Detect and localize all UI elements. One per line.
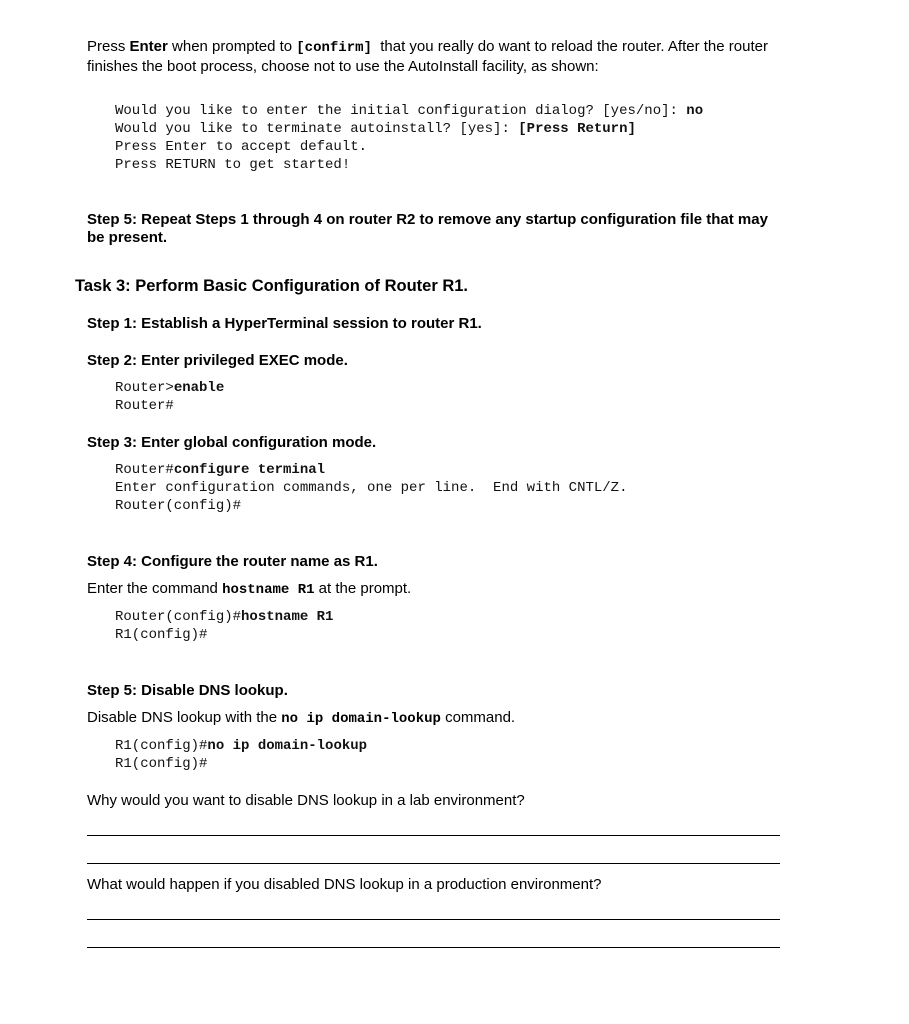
answer-line[interactable] xyxy=(87,947,780,948)
code: Router(config)# xyxy=(115,609,242,625)
answer-line[interactable] xyxy=(87,919,780,920)
code: Router> xyxy=(115,380,174,396)
code-line xyxy=(115,102,703,120)
code-line: Press Enter to accept default. xyxy=(115,139,368,155)
text: Enter the command xyxy=(87,580,223,597)
code-inline: no ip domain-lookup xyxy=(281,711,441,727)
text: command. xyxy=(440,709,516,726)
code: Would you like to enter the initial configuration dialog? [yes/no]: xyxy=(115,103,687,119)
step-heading: Step 2: Enter privileged EXEC mode. xyxy=(87,352,348,369)
code-line: R1(config)# xyxy=(115,627,208,643)
text: Disable DNS lookup with the xyxy=(87,709,282,726)
code-line: Router(config)# xyxy=(115,498,242,514)
code-line xyxy=(115,608,333,626)
code-line: Enter configuration commands, one per line. End with CNTL/Z. xyxy=(115,480,628,496)
step-heading: Step 5: Repeat Steps 1 through 4 on router R2 to remove any startup configuration file that may xyxy=(87,211,768,228)
text: at the prompt. xyxy=(314,580,412,597)
code-line: R1(config)# xyxy=(115,756,208,772)
code-inline: hostname R1 xyxy=(222,582,315,598)
text: that you really do want to reload the router. After the router xyxy=(371,38,768,55)
code-bold: no ip domain-lookup xyxy=(207,738,368,754)
step-text xyxy=(87,580,411,599)
code-line xyxy=(115,461,325,479)
code-line xyxy=(115,379,224,397)
question: What would happen if you disabled DNS lookup in a production environment? xyxy=(87,876,602,893)
step-heading: Step 3: Enter global configuration mode. xyxy=(87,434,377,451)
question: Why would you want to disable DNS lookup in a lab environment? xyxy=(87,792,525,809)
step-heading: Step 5: Disable DNS lookup. xyxy=(87,682,288,699)
step-heading: be present. xyxy=(87,229,168,246)
step-heading: Step 4: Configure the router name as R1. xyxy=(87,553,378,570)
code: Would you like to terminate autoinstall? [yes]: xyxy=(115,121,519,137)
code-bold: no xyxy=(686,103,704,119)
intro-line-2: finishes the boot process, choose not to use the AutoInstall facility, as shown: xyxy=(87,58,599,75)
text: Press xyxy=(87,38,130,55)
step-heading: Step 1: Establish a HyperTerminal session to router R1. xyxy=(87,315,482,332)
code-inline: [confirm] xyxy=(296,40,372,56)
code-line xyxy=(115,737,367,755)
step-text xyxy=(87,709,515,728)
intro-line-1 xyxy=(87,38,768,57)
code-bold: configure terminal xyxy=(173,462,326,478)
code-bold: enable xyxy=(173,380,225,396)
text: when prompted to xyxy=(167,38,297,55)
answer-line[interactable] xyxy=(87,835,780,836)
code: Router# xyxy=(115,462,174,478)
answer-line[interactable] xyxy=(87,863,780,864)
code-bold: [Press Return] xyxy=(518,121,636,137)
code-line: Router# xyxy=(115,398,174,414)
code-bold: hostname R1 xyxy=(241,609,334,625)
code-line xyxy=(115,120,636,138)
text-bold: Enter xyxy=(129,38,168,55)
code: R1(config)# xyxy=(115,738,208,754)
task-heading: Task 3: Perform Basic Configuration of Router R1. xyxy=(75,277,469,295)
code-line: Press RETURN to get started! xyxy=(115,157,351,173)
